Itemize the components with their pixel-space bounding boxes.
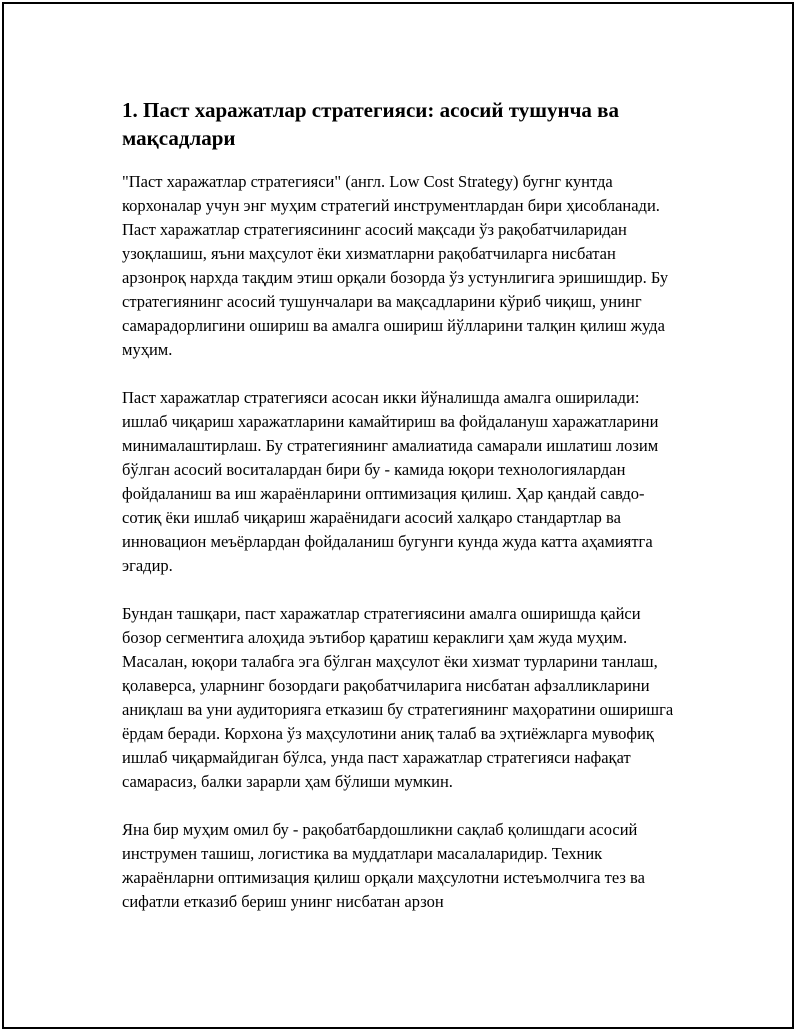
paragraph-1: "Паст харажатлар стратегияси" (англ. Low Cost Strategy) бугнг кунтда корхоналар учун энг муҳим стратегий инструментлардан бири ҳисобланади. Паст харажатлар стратегиясининг асосий мақсади ўз рақобатчиларидан узоқлашиш, яъни маҳсулот ёки хизматларни рақобатчиларга нисбатан арзонроқ нархда тақдим этиш орқали бозорда ўз устунлигига эришишдир. Бу стратегиянинг асосий тушунчалари ва мақсадларини кўриб чиқиш, унинг самарадорлигини ошириш ва амалга ошириш йўлларини талқин қилиш жуда муҳим. (122, 172, 669, 359)
page-frame (2, 2, 794, 1029)
document-body (122, 96, 682, 938)
paragraph-3: Бундан ташқари, паст харажатлар стратегиясини амалга оширишда қайси бозор сегментига алоҳида эътибор қаратиш кераклиги ҳам жуда муҳим. Масалан, юқори талабга эга бўлган маҳсулот ёки хизмат турларини танлаш, қолаверса, уларнинг бозордаги рақобатчиларига нисбатан афзалликларини аниқлаш ва уни аудиторияга етказиш бу стратегиянинг маҳоратини оширишга ёрдам беради. Корхона ўз маҳсулотини аниқ талаб ва эҳтиёжларга мувофиқ ишлаб чиқармайдиган бўлса, унда паст харажатлар стратегияси нафақат самарасиз, балки зарарли ҳам бўлиши мумкин. (122, 604, 674, 791)
section-heading: 1. Паст харажатлар стратегияси: асосий тушунча ва мақсадлари (122, 98, 620, 150)
paragraph-2: Паст харажатлар стратегияси асосан икки йўналишда амалга оширилади: ишлаб чиқариш харажатларини камайтириш ва фойдалануш харажатларини минималаштирлаш. Бу стратегиянинг амалиатида самарали ишлатиш лозим бўлган асосий воситалардан бири бу - камида юқори технологиялардан фойдаланиш ва иш жараёнларини оптимизация қилиш. Ҳар қандай савдо-сотиқ ёки ишлаб чиқариш жараёнидаги асосий халқаро стандартлар ва инновацион меъёрлардан фойдаланиш бугунги кунда жуда катта аҳамиятга эгадир. (122, 388, 659, 575)
paragraph-4: Яна бир муҳим омил бу - рақобатбардошликни сақлаб қолишдаги асосий инструмен ташиш, логистика ва муддатлари масалаларидир. Техник жараёнларни оптимизация қилиш орқали маҳсулотни истеъмолчига тез ва сифатли етказиб бериш унинг нисбатан арзон (122, 820, 645, 911)
